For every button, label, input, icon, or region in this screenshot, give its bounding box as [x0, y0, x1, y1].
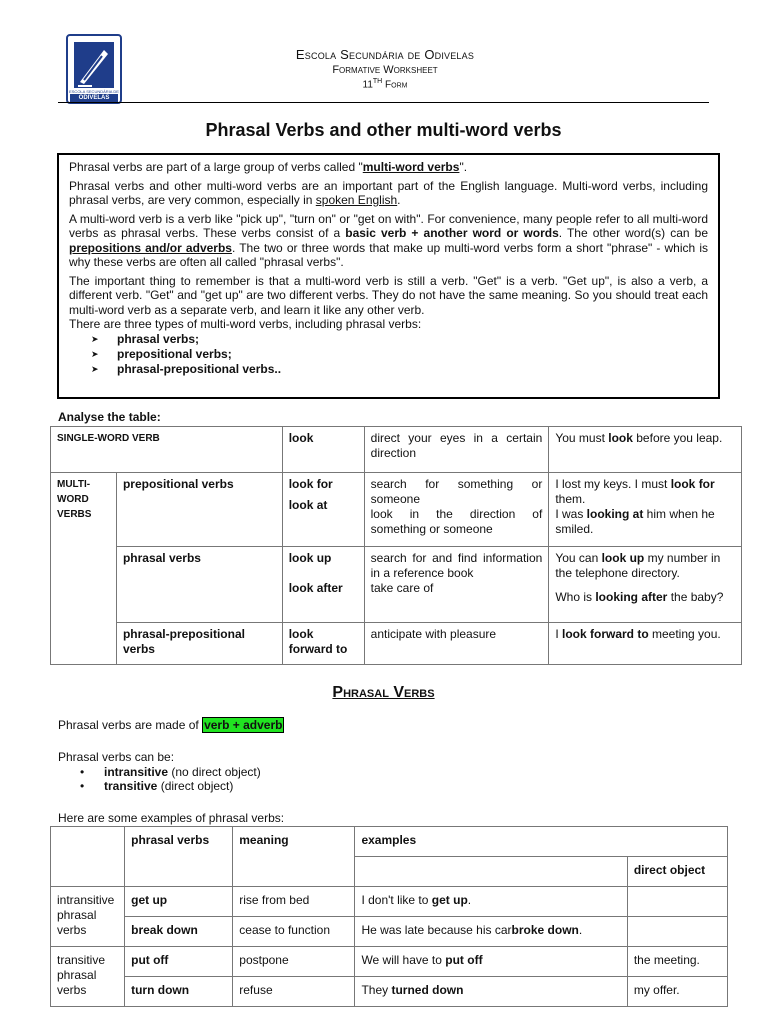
form-word: Form — [385, 79, 408, 91]
text: . The other word(s) can be — [558, 226, 708, 240]
table-row — [51, 623, 742, 665]
table-row — [51, 977, 728, 1007]
meaning-cell: refuse — [233, 977, 355, 1007]
text: put off — [445, 953, 483, 967]
verb-types-table — [50, 426, 742, 665]
example-cell — [549, 427, 742, 473]
text: . — [397, 193, 401, 207]
verb-cell — [282, 473, 364, 547]
verb-cell — [282, 547, 364, 623]
list-item: ➤ prepositional verbs; — [91, 347, 708, 362]
text: I lost my keys. I must — [555, 477, 671, 491]
form-line — [160, 78, 610, 90]
meaning-cell — [364, 547, 549, 623]
text: the baby? — [667, 590, 724, 604]
example-cell — [355, 977, 627, 1007]
text: look up — [288, 551, 332, 565]
text: You must — [555, 431, 609, 445]
transitivity-list — [80, 765, 261, 793]
intro-paragraph-1 — [69, 160, 708, 175]
table-row — [51, 887, 728, 917]
meaning-cell: postpone — [233, 947, 355, 977]
list-item: ➤ phrasal verbs; — [91, 332, 708, 347]
text: Phrasal verbs and other multi-word verbs are an important part of the English language. Multi-word verbs, including phrasal verbs, are very common, especially in — [69, 178, 708, 207]
column-header: direct object — [627, 857, 727, 887]
text: look at — [288, 498, 328, 512]
text: Phrasal verbs are made of — [58, 718, 203, 732]
multi-word-verbs-label: MULTI-WORD VERBS — [51, 473, 117, 665]
text: my number in the telephone directory. — [555, 551, 721, 580]
text: look — [608, 431, 633, 445]
text: search for and find information in a reference book — [370, 551, 543, 580]
single-word-verb-label: SINGLE-WORD VERB — [51, 427, 283, 473]
section-title: Phrasal Verbs — [332, 684, 435, 701]
text: They — [361, 983, 392, 997]
multi-word-verbs-term: multi-word verbs — [362, 160, 460, 174]
phrasal-verbs-examples-table — [50, 826, 728, 1007]
intro-paragraph-4: The important thing to remember is that a multi-word verb is still a verb. "Get" is a verb. "Get up", is also a verb, a different verb. "Get" and "get up" are two different verbs. They do not have the same meaning. So you should treat each multi-word verb as a separate verb, and learn it like any other verb. — [69, 273, 708, 317]
text: look for — [670, 477, 715, 491]
verb-cell: look — [282, 427, 364, 473]
text: him when he smiled. — [555, 507, 715, 536]
intro-box — [57, 153, 720, 399]
column-header: examples — [355, 827, 728, 857]
text: He was late because his car — [361, 923, 512, 937]
intro-paragraph-3 — [69, 212, 708, 270]
text: I — [555, 627, 562, 641]
list-item: ➤ phrasal-prepositional verbs.. — [91, 362, 708, 377]
text: look in the direction of something or someone — [370, 507, 543, 536]
text: I was — [555, 507, 587, 521]
meaning-cell: direct your eyes in a certain direction — [364, 427, 549, 473]
table-row — [51, 947, 728, 977]
text: take care of — [370, 581, 434, 595]
table-row — [51, 427, 742, 473]
school-name: Escola Secundária de Odivelas — [295, 47, 475, 62]
text: broke down — [511, 923, 579, 937]
text: search for something or someone — [370, 477, 543, 506]
example-cell — [549, 623, 742, 665]
group-label: intransitive phrasal verbs — [51, 887, 125, 947]
text: ". — [459, 160, 468, 174]
made-of-line — [58, 718, 284, 732]
verb-cell: get up — [125, 887, 233, 917]
meaning-cell: rise from bed — [233, 887, 355, 917]
verb-type-cell: prepositional verbs — [116, 473, 282, 547]
verb-cell: look forward to — [282, 623, 364, 665]
text: You can — [555, 551, 602, 565]
verb-cell: turn down — [125, 977, 233, 1007]
verb-cell: break down — [125, 917, 233, 947]
logo-text-top: ESCOLA SECUNDÁRIA DE — [69, 89, 119, 94]
text: before you leap. — [632, 431, 723, 445]
list-item — [80, 779, 261, 793]
text: intransitive — [104, 765, 169, 779]
highlighted-formula: verb + adverb — [204, 718, 283, 732]
column-header: meaning — [233, 827, 355, 887]
page-title: Phrasal Verbs and other multi-word verbs — [205, 120, 562, 140]
example-cell — [355, 947, 627, 977]
text: Phrasal verbs are part of a large group of verbs called " — [69, 160, 363, 174]
text: them. — [555, 492, 586, 506]
column-header: phrasal verbs — [125, 827, 233, 887]
text: transitive — [104, 779, 158, 793]
example-cell — [549, 473, 742, 547]
text: . The two or three words that make up multi-word verbs form a short "phrase" - which is why these verbs are often all called "phrasal verbs". — [69, 240, 708, 269]
school-logo — [66, 34, 122, 104]
empty-header-cell — [51, 827, 125, 887]
examples-intro: Here are some examples of phrasal verbs: — [58, 811, 285, 825]
group-label: transitive phrasal verbs — [51, 947, 125, 1007]
table-row — [51, 547, 742, 623]
spoken-english-term: spoken English — [315, 193, 398, 207]
text: look forward to — [562, 627, 649, 641]
object-cell: my offer. — [627, 977, 727, 1007]
text: meeting you. — [648, 627, 721, 641]
intro-paragraph-5: There are three types of multi-word verbs, including phrasal verbs: — [69, 317, 422, 331]
quill-icon — [74, 42, 114, 88]
text: . — [578, 923, 583, 937]
object-cell — [627, 917, 727, 947]
text: looking at — [586, 507, 644, 521]
can-be-line: Phrasal verbs can be: — [58, 750, 175, 764]
text: look for — [288, 477, 333, 491]
text: looking after — [595, 590, 668, 604]
example-cell — [355, 887, 627, 917]
verb-type-cell: phrasal verbs — [116, 547, 282, 623]
object-cell — [627, 887, 727, 917]
form-suffix: TH — [372, 78, 383, 85]
worksheet-type: Formative Worksheet — [332, 64, 438, 76]
verb-cell: put off — [125, 947, 233, 977]
analyse-label: Analyse the table: — [58, 410, 161, 424]
table-row — [51, 827, 728, 857]
meaning-cell: cease to function — [233, 917, 355, 947]
text: Who is — [555, 590, 596, 604]
text: look after — [288, 581, 343, 595]
example-cell — [355, 917, 627, 947]
text: We will have to — [361, 953, 446, 967]
text: get up — [431, 893, 468, 907]
meaning-cell: anticipate with pleasure — [364, 623, 549, 665]
text: look up — [601, 551, 645, 565]
list-item — [80, 765, 261, 779]
text: . — [467, 893, 472, 907]
prepositions-adverbs-term: prepositions and/or adverbs — [69, 240, 232, 255]
table-row — [51, 473, 742, 547]
text: (direct object) — [157, 779, 234, 793]
empty-header-cell — [355, 857, 627, 887]
verb-types-list — [69, 332, 708, 377]
logo-text-bottom: ODIVELAS — [70, 94, 118, 102]
verb-type-cell: phrasal-prepositional verbs — [116, 623, 282, 665]
table-row — [51, 917, 728, 947]
header-divider — [58, 102, 709, 103]
form-number: 11 — [362, 79, 373, 91]
example-cell — [549, 547, 742, 623]
meaning-cell — [364, 473, 549, 547]
text: turned down — [391, 983, 464, 997]
object-cell: the meeting. — [627, 947, 727, 977]
text: (no direct object) — [168, 765, 261, 779]
basic-verb-term: basic verb + another word or words — [345, 226, 559, 240]
text: I don't like to — [361, 893, 432, 907]
intro-paragraph-2 — [69, 179, 708, 208]
text: A multi-word verb is a verb like "pick up", "turn on" or "get on with". For convenience, many people refer to all multi-word verbs as phrasal verbs. These verbs consist of a — [69, 211, 708, 240]
